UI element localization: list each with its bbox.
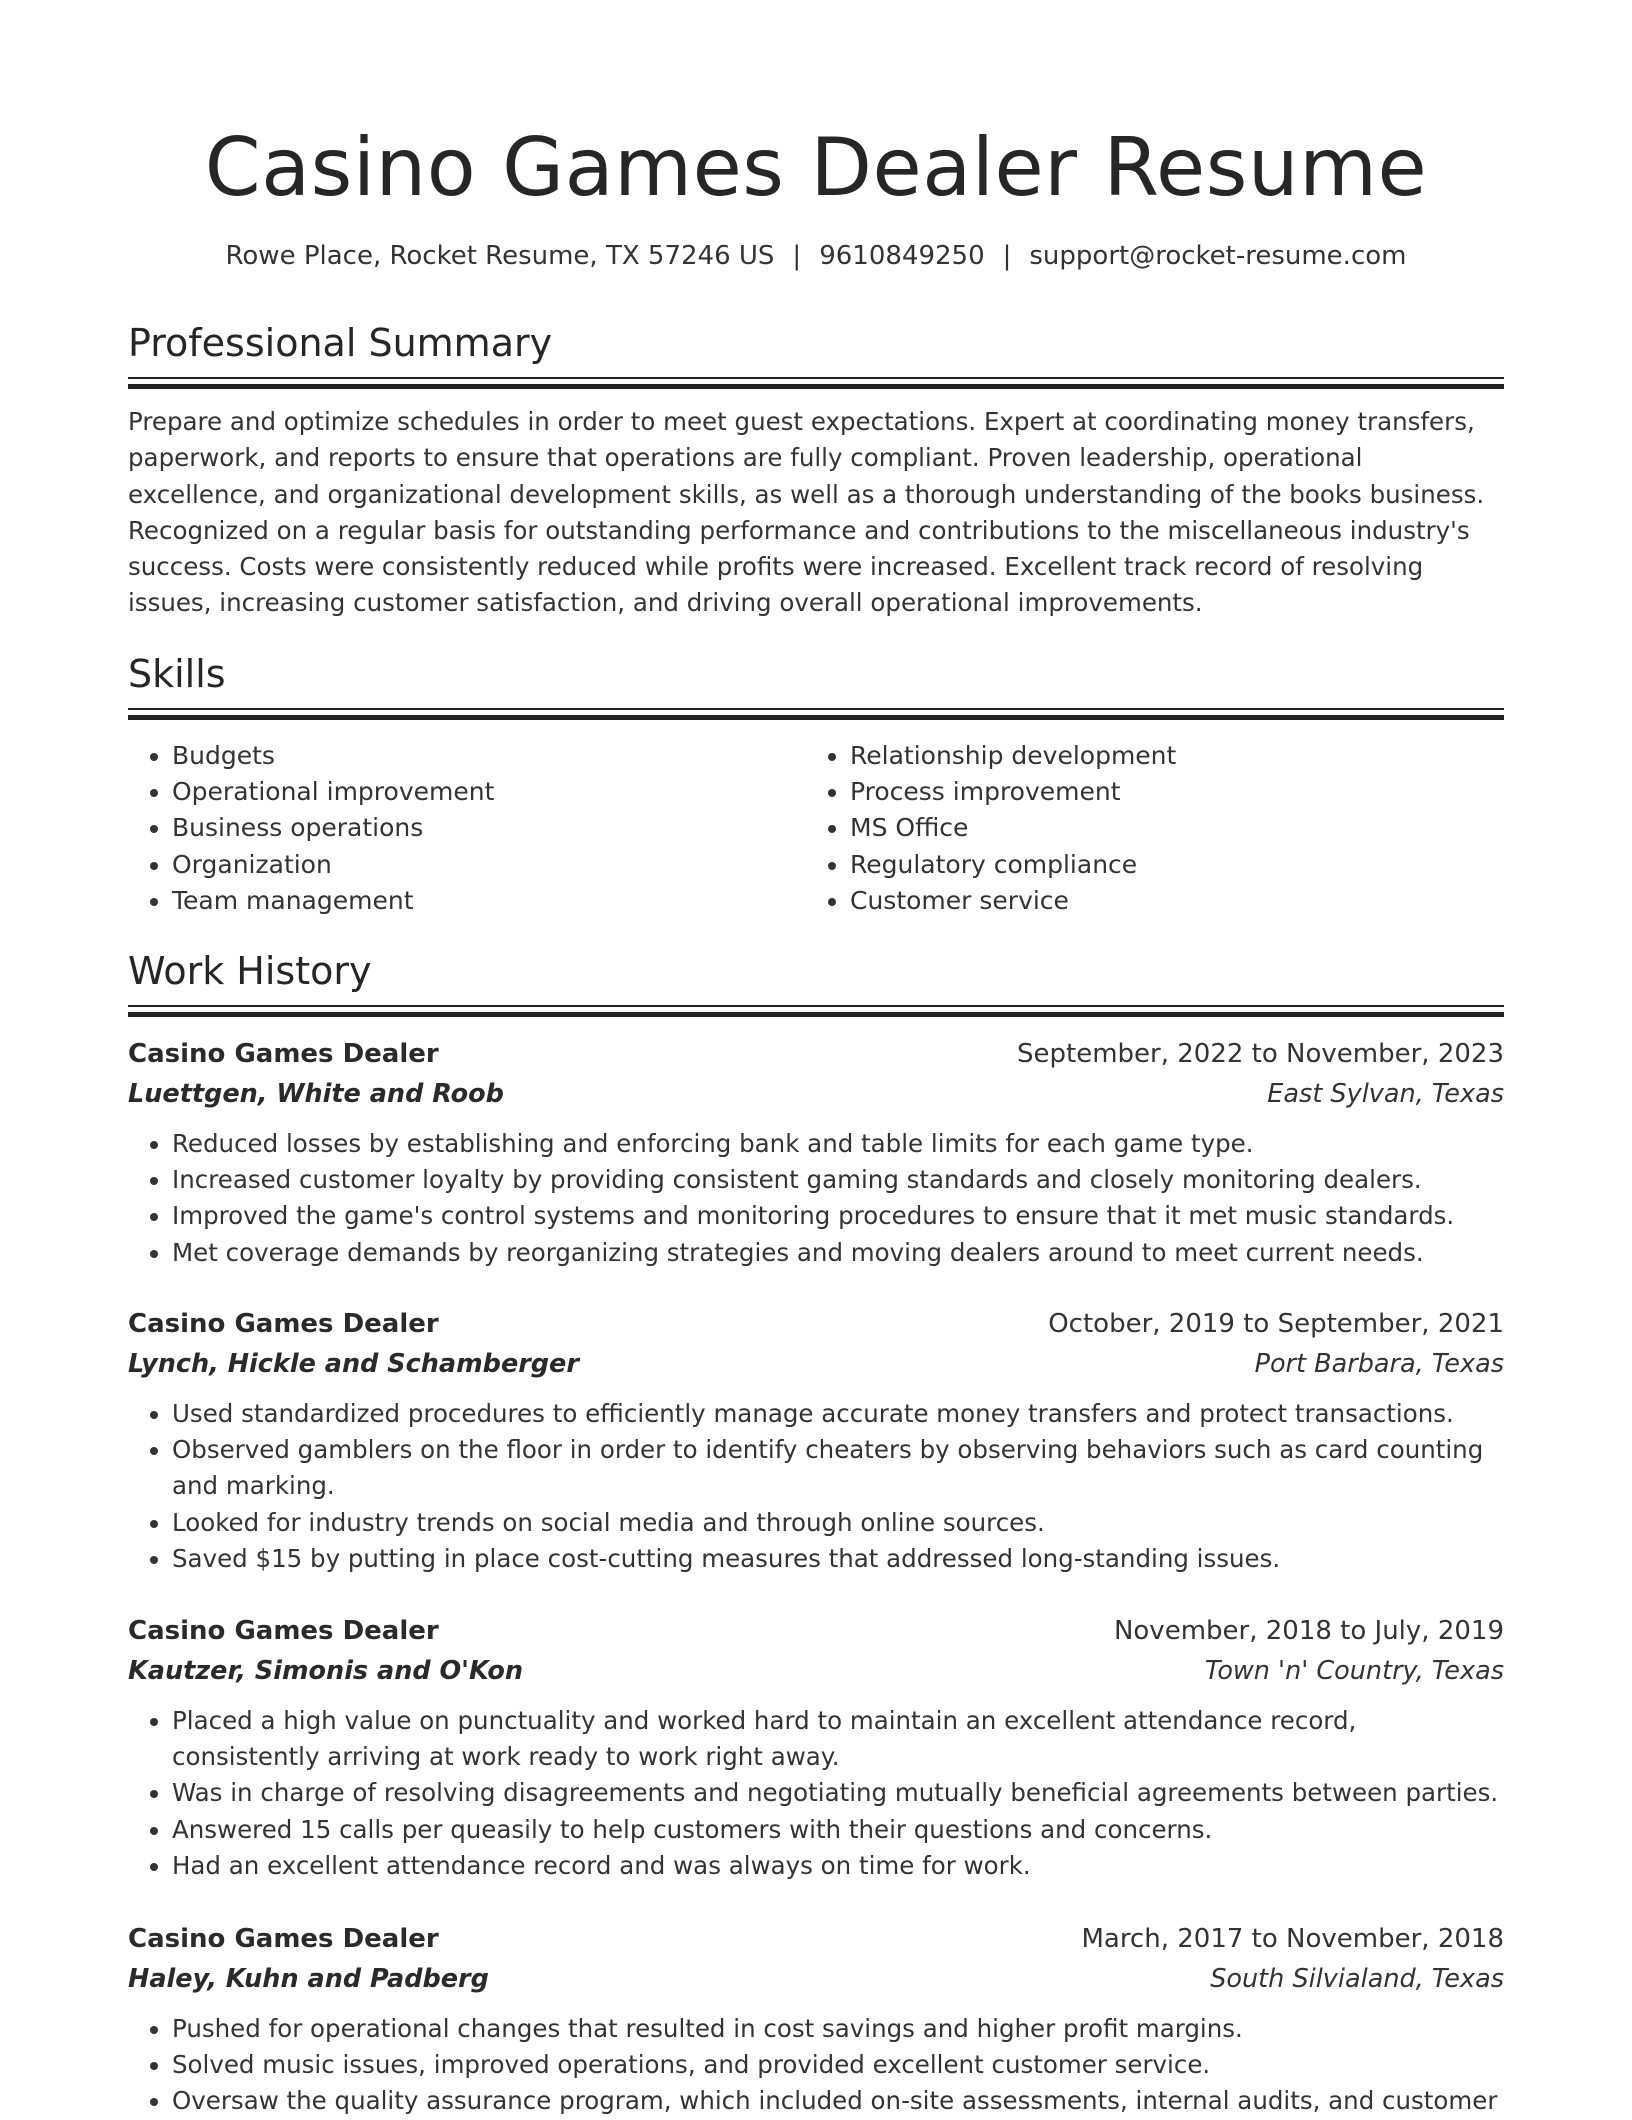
job-bullets — [128, 1126, 1504, 1271]
job-title: Casino Games Dealer — [128, 1924, 439, 1954]
job-location: South Silvialand, Texas — [1210, 1964, 1504, 1994]
skill-item: • Team management — [172, 883, 806, 919]
section-title-skills: Skills — [128, 652, 226, 696]
job-location: Town 'n' Country, Texas — [1204, 1656, 1504, 1686]
job-company: Haley, Kuhn and Padberg — [128, 1964, 489, 1994]
job-bullets — [128, 1396, 1504, 1577]
job-bullet: • Answered 15 calls per queasily to help customers with their questions and concerns. — [172, 1812, 1504, 1848]
job-title: Casino Games Dealer — [128, 1039, 439, 1069]
resume-title: Casino Games Dealer Resume — [204, 121, 1428, 214]
contact-separator: | — [1002, 241, 1012, 271]
skill-item: • Organization — [172, 847, 806, 883]
job-bullet: • Used standardized procedures to efficiently manage accurate money transfers and protect transactions. — [172, 1396, 1504, 1432]
skill-item: • Budgets — [172, 738, 806, 774]
contact-separator: | — [792, 241, 802, 271]
job-bullet: • Reduced losses by establishing and enforcing bank and table limits for each game type. — [172, 1126, 1504, 1162]
skill-item: • Operational improvement — [172, 774, 806, 810]
skills-column-left — [128, 738, 806, 919]
skills-list — [128, 738, 1504, 919]
section-divider — [128, 1005, 1504, 1017]
job-bullet: • Improved the game's control systems and monitoring procedures to ensure that it met music standards. — [172, 1198, 1504, 1234]
section-divider — [128, 708, 1504, 720]
section-title-summary: Professional Summary — [128, 321, 553, 365]
job-location: Port Barbara, Texas — [1254, 1349, 1504, 1379]
job-bullet: • Increased customer loyalty by providing consistent gaming standards and closely monitoring dealers. — [172, 1162, 1504, 1198]
job-dates: October, 2019 to September, 2021 — [1048, 1309, 1504, 1339]
job-location: East Sylvan, Texas — [1267, 1079, 1504, 1109]
skill-item: • Relationship development — [850, 738, 1484, 774]
job-bullet: • Placed a high value on punctuality and worked hard to maintain an excellent attendance record, consistently arriving at work ready to work right away. — [172, 1703, 1504, 1775]
job-dates: November, 2018 to July, 2019 — [1113, 1616, 1504, 1646]
job-bullet: • Looked for industry trends on social media and through online sources. — [172, 1505, 1504, 1541]
contact-line — [0, 236, 1632, 276]
job-entry — [128, 1919, 1504, 2120]
job-company: Luettgen, White and Roob — [128, 1079, 504, 1109]
job-bullet: • Had an excellent attendance record and was always on time for work. — [172, 1848, 1504, 1884]
job-bullet: • Met coverage demands by reorganizing strategies and moving dealers around to meet current needs. — [172, 1235, 1504, 1271]
job-bullet: • Was in charge of resolving disagreements and negotiating mutually beneficial agreements between parties. — [172, 1775, 1504, 1811]
job-title: Casino Games Dealer — [128, 1309, 439, 1339]
job-bullet: • Solved music issues, improved operations, and provided excellent customer service. — [172, 2047, 1504, 2083]
job-dates: September, 2022 to November, 2023 — [1017, 1039, 1504, 1069]
job-bullet: • Observed gamblers on the floor in order to identify cheaters by observing behaviors such as card counting and marking. — [172, 1432, 1504, 1504]
skill-item: • MS Office — [850, 810, 1484, 846]
job-entry — [128, 1611, 1504, 1884]
job-bullet: • Pushed for operational changes that resulted in cost savings and higher profit margins. — [172, 2011, 1504, 2047]
job-company: Kautzer, Simonis and O'Kon — [128, 1656, 524, 1686]
summary-text: Prepare and optimize schedules in order to meet guest expectations. Expert at coordinating money transfers, paperwork, and reports to ensure that operations are fully compliant. Proven leadership, operational excellence, and organizational development skills, as well as a thorough understanding of the books business. Recognized on a regular basis for outstanding performance and contributions to the miscellaneous industry's success. Costs were consistently reduced while profits were increased. Excellent track record of resolving issues, increasing customer satisfaction, and driving overall operational improvements. — [128, 407, 1485, 618]
job-bullet: • Saved $15 by putting in place cost-cutting measures that addressed long-standing issues. — [172, 1541, 1504, 1577]
skill-item: • Customer service — [850, 883, 1484, 919]
job-entry — [128, 1034, 1504, 1271]
job-bullet: • Oversaw the quality assurance program, which included on-site assessments, internal audits, and customer — [172, 2083, 1504, 2119]
skill-item: • Process improvement — [850, 774, 1484, 810]
skill-item: • Regulatory compliance — [850, 847, 1484, 883]
job-bullets — [128, 2011, 1504, 2120]
contact-phone: 9610849250 — [819, 241, 985, 271]
job-dates: March, 2017 to November, 2018 — [1081, 1924, 1504, 1954]
skill-item: • Business operations — [172, 810, 806, 846]
job-bullets — [128, 1703, 1504, 1884]
job-company: Lynch, Hickle and Schamberger — [128, 1349, 579, 1379]
skills-column-right — [806, 738, 1484, 919]
contact-email: support@rocket-resume.com — [1029, 241, 1407, 271]
job-title: Casino Games Dealer — [128, 1616, 439, 1646]
section-title-work-history: Work History — [128, 949, 372, 993]
contact-address: Rowe Place, Rocket Resume, TX 57246 US — [225, 241, 775, 271]
job-entry — [128, 1304, 1504, 1577]
section-divider — [128, 377, 1504, 389]
